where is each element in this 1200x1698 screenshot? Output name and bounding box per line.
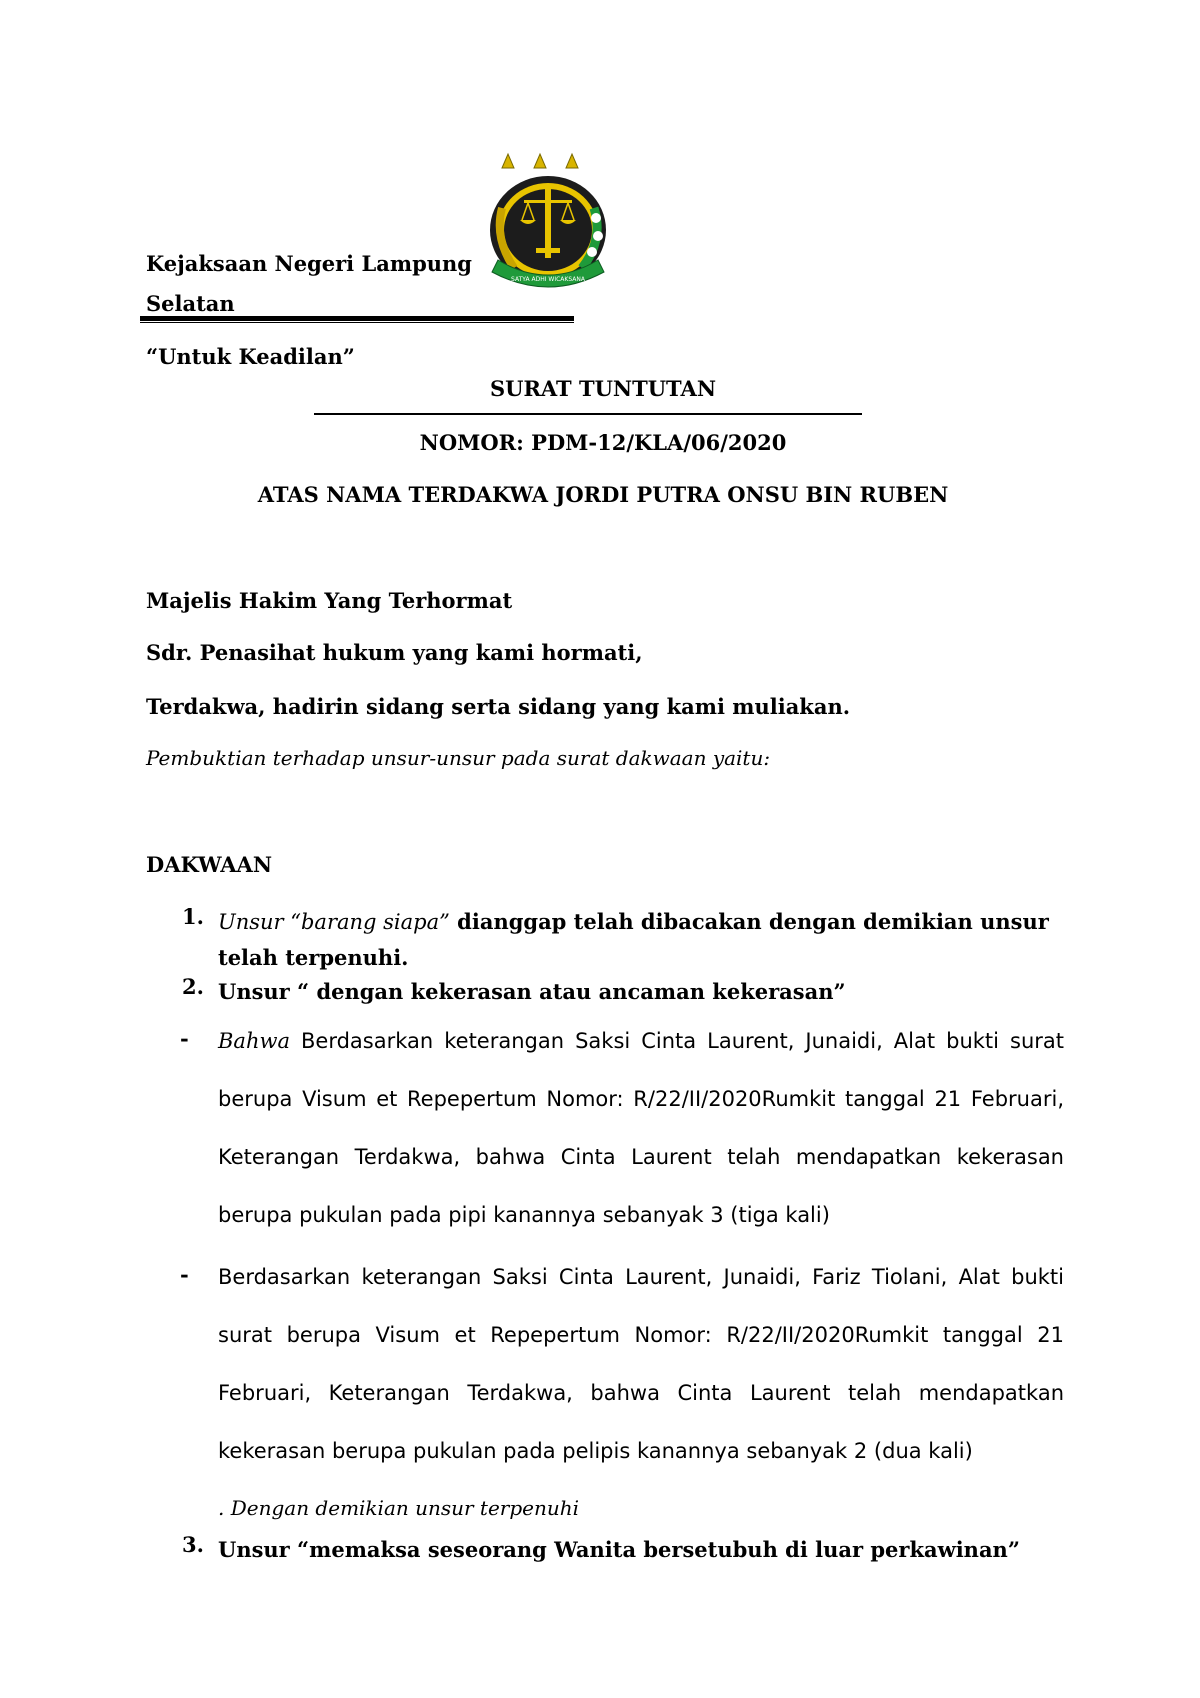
evidence-paragraph-1-lead: Bahwa	[218, 1029, 290, 1053]
salutation-audience: Terdakwa, hadirin sidang serta sidang yang kami muliakan.	[146, 694, 851, 719]
title-underline	[314, 413, 862, 415]
list-number-3: 3.	[182, 1532, 204, 1557]
evidence-paragraph-1-text: Berdasarkan keterangan Saksi Cinta Laurent, Junaidi, Alat bukti surat berupa Visum et Repepertum Nomor: R/22/II/2020Rumkit tanggal 21 Februari, Keterangan Terdakwa, bahwa Cinta Laurent telah mendapatkan kekerasan berupa pukulan pada pipi kanannya sebanyak 3 (tiga kali)	[218, 1029, 1064, 1227]
header-rule-thin	[140, 322, 574, 323]
logo-ribbon-text: SATYA ADHI WICAKSANA	[511, 276, 585, 283]
organization-line-2: Selatan	[146, 291, 235, 316]
document-number: NOMOR: PDM-12/KLA/06/2020	[419, 430, 787, 455]
salutation-counsel: Sdr. Penasihat hukum yang kami hormati,	[146, 640, 643, 665]
document-title: SURAT TUNTUTAN	[489, 376, 717, 401]
section-heading-dakwaan: DAKWAAN	[146, 852, 273, 877]
defendant-name-line: ATAS NAMA TERDAKWA JORDI PUTRA ONSU BIN RUBEN	[257, 482, 949, 507]
intro-sentence: Pembuktian terhadap unsur-unsur pada surat dakwaan yaitu:	[146, 746, 771, 770]
organization-name	[146, 244, 476, 324]
header-rule	[140, 316, 574, 321]
bullet-dash-2: -	[180, 1262, 189, 1287]
salutation-judges: Majelis Hakim Yang Terhormat	[146, 588, 513, 613]
list-number-1: 1.	[182, 904, 204, 929]
list-number-2: 2.	[182, 974, 204, 999]
list-item-3: Unsur “memaksa seseorang Wanita bersetubuh di luar perkawinan”	[218, 1537, 1020, 1562]
motto: “Untuk Keadilan”	[146, 344, 355, 369]
list-item-1	[218, 904, 1064, 975]
evidence-paragraph-2: Berdasarkan keterangan Saksi Cinta Laurent, Junaidi, Fariz Tiolani, Alat bukti surat berupa Visum et Repepertum Nomor: R/22/II/2020Rumkit tanggal 21 Februari, Keterangan Terdakwa, bahwa Cinta Laurent telah mendapatkan kekerasan berupa pukulan pada pelipis kanannya sebanyak 2 (dua kali)	[218, 1265, 1064, 1463]
organization-line-1: Kejaksaan Negeri Lampung	[146, 251, 472, 276]
bullet-dash-1: -	[180, 1026, 189, 1051]
list-item-1-text: dianggap telah dibacakan dengan demikian unsur telah terpenuhi.	[218, 909, 1049, 970]
list-item-1-italic: Unsur “barang siapa”	[218, 910, 450, 934]
list-item-2: Unsur “ dengan kekerasan atau ancaman kekerasan”	[218, 979, 846, 1004]
evidence-paragraph-1	[218, 1012, 1064, 1244]
kejaksaan-emblem-logo	[484, 148, 614, 298]
conclusion-line: . Dengan demikian unsur terpenuhi	[218, 1496, 580, 1520]
